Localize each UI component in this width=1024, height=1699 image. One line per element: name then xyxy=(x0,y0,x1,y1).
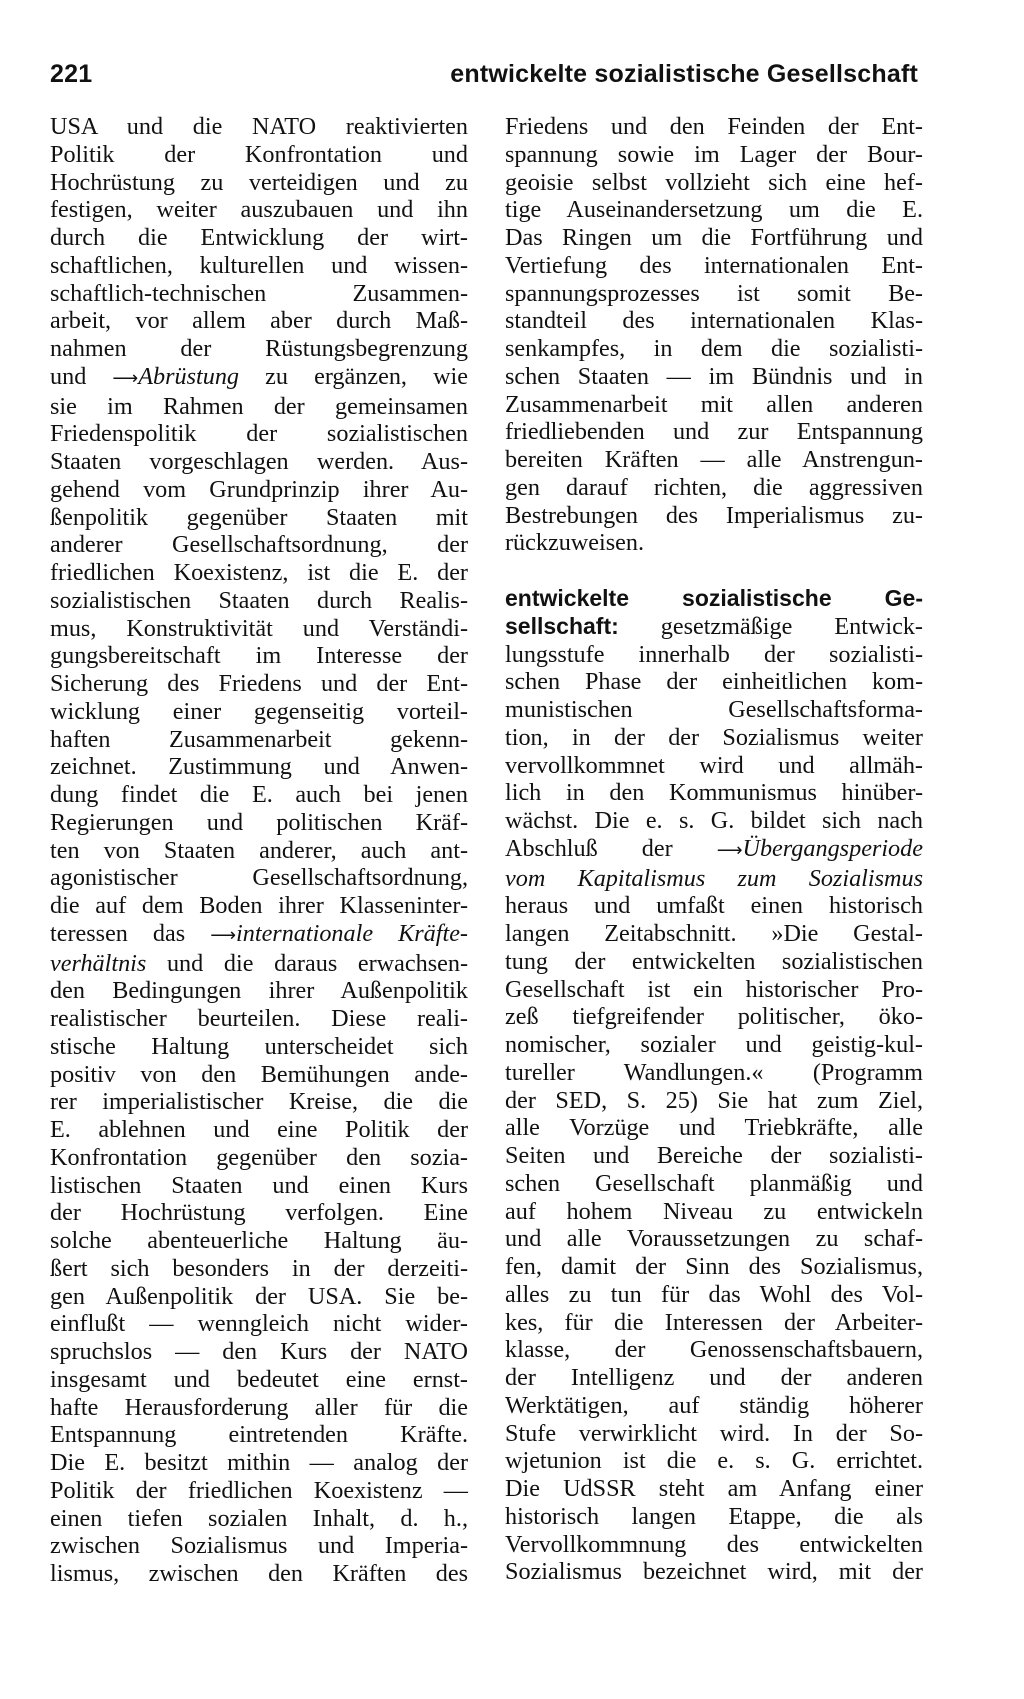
text-line xyxy=(50,1394,468,1422)
text-line xyxy=(50,1255,468,1283)
text-line xyxy=(50,1421,468,1449)
text-segment: Bestrebungen des Imperialismus zu- xyxy=(505,501,923,529)
text-line xyxy=(505,779,923,807)
text-segment: spannung sowie im Lager der Bour- xyxy=(505,140,923,168)
text-line xyxy=(50,1033,468,1061)
text-segment: fen, damit der Sinn des Sozialismus, xyxy=(505,1253,923,1280)
text-segment: den Bedingungen ihrer Außenpolitik xyxy=(50,977,468,1005)
text-segment: schen Gesellschaft planmäßig und xyxy=(505,1169,923,1197)
text-segment: Friedenspolitik der sozialistischen xyxy=(50,420,468,448)
text-line xyxy=(505,835,923,865)
text-segment: anderer Gesellschaftsordnung, der xyxy=(50,531,468,559)
text-line xyxy=(50,615,468,643)
text-line xyxy=(50,559,468,587)
text-segment: Gesellschaft ist ein historischer Pro- xyxy=(505,975,923,1003)
text-segment: Konfrontation gegenüber den sozia- xyxy=(50,1143,468,1171)
text-line xyxy=(50,698,468,726)
text-segment: sozialistischen Staaten durch Realis- xyxy=(50,586,468,614)
text-line xyxy=(50,252,468,280)
text-segment: wjetunion ist die e. s. G. errichtet. xyxy=(505,1447,923,1475)
cross-reference-arrow-icon[interactable]: ⟶ xyxy=(210,924,237,946)
text-line xyxy=(50,280,468,308)
entry-body xyxy=(505,641,923,1587)
cross-reference-term[interactable]: internationale Kräfte- xyxy=(236,919,468,947)
text-segment: solche abenteuerliche Haltung äu- xyxy=(50,1227,468,1254)
text-line xyxy=(505,613,923,641)
text-line xyxy=(50,977,468,1005)
text-segment: rer imperialistischer Kreise, die die xyxy=(50,1088,468,1116)
text-line xyxy=(505,1309,923,1337)
text-segment: tung der entwickelten sozialistischen xyxy=(505,947,923,975)
text-line xyxy=(50,531,468,559)
text-line xyxy=(505,1031,923,1059)
text-segment: agonistischer Gesellschaftsordnung, xyxy=(50,864,468,892)
text-segment: friedlichen Koexistenz, ist die E. der xyxy=(50,559,468,586)
text-segment: wicklung einer gegenseitig vorteil- xyxy=(50,697,468,725)
text-line xyxy=(505,892,923,920)
text-line xyxy=(505,1531,923,1559)
text-segment: Regierungen und politischen Kräf- xyxy=(50,808,468,836)
text-segment: Werktätigen, auf ständig höherer xyxy=(505,1391,923,1419)
text-segment: zwischen Sozialismus und Imperia- xyxy=(50,1532,468,1560)
text-segment: spruchslos — den Kurs der NATO xyxy=(50,1338,468,1365)
text-segment: Die UdSSR steht am Anfang einer xyxy=(505,1475,923,1502)
text-segment: und xyxy=(50,362,113,390)
text-line xyxy=(50,1061,468,1089)
text-segment: zu ergänzen, wie xyxy=(239,362,469,390)
text-line xyxy=(505,1198,923,1226)
page-header xyxy=(50,60,918,89)
text-segment: gen Außenpolitik der USA. Sie be- xyxy=(50,1282,468,1310)
text-segment: Friedens und den Feinden der Ent- xyxy=(505,113,923,140)
cross-reference-term[interactable]: vom Kapitalismus zum Sozialismus xyxy=(505,864,923,892)
text-segment: schen Phase der einheitlichen kom- xyxy=(505,668,923,696)
text-segment: munistischen Gesellschaftsforma- xyxy=(505,696,923,723)
text-line xyxy=(505,363,923,391)
text-segment: schen Staaten — im Bündnis und in xyxy=(505,362,923,390)
text-line xyxy=(50,1172,468,1200)
text-line xyxy=(50,393,468,421)
text-segment: arbeit, vor allem aber durch Maß- xyxy=(50,307,468,335)
text-line xyxy=(50,587,468,615)
text-line xyxy=(505,169,923,197)
text-segment: standteil des internationalen Klas- xyxy=(505,307,923,335)
cross-reference-term[interactable]: Abrüstung xyxy=(138,362,240,390)
text-line xyxy=(505,1281,923,1309)
text-segment: ßert sich besonders in der derzeiti- xyxy=(50,1254,468,1282)
text-segment: Vertiefung des internationalen Ent- xyxy=(505,251,923,279)
text-line xyxy=(505,696,923,724)
text-line xyxy=(50,1116,468,1144)
text-line xyxy=(505,920,923,948)
text-line xyxy=(50,1227,468,1255)
text-line xyxy=(50,1088,468,1116)
text-line xyxy=(505,807,923,835)
text-line xyxy=(505,1114,923,1142)
text-line xyxy=(505,335,923,363)
text-line xyxy=(505,641,923,669)
text-segment: Seiten und Bereiche der sozialisti- xyxy=(505,1142,923,1169)
text-segment: der SED, S. 25) Sie hat zum Ziel, xyxy=(505,1086,923,1114)
text-segment: und die daraus erwachsen- xyxy=(146,949,468,977)
text-line xyxy=(50,1532,468,1560)
entry-heading xyxy=(505,585,923,641)
text-line xyxy=(50,448,468,476)
text-line xyxy=(50,224,468,252)
text-segment: Stufe verwirklicht wird. In der So- xyxy=(505,1419,923,1447)
text-segment: schaftlich-technischen Zusammen- xyxy=(50,279,468,307)
text-line xyxy=(50,113,468,141)
text-line xyxy=(505,113,923,141)
text-line xyxy=(505,307,923,335)
text-segment: haften Zusammenarbeit gekenn- xyxy=(50,725,468,753)
text-segment: alles zu tun für das Wohl des Vol- xyxy=(505,1280,923,1308)
text-line xyxy=(50,335,468,363)
text-segment: die auf dem Boden ihrer Klasseninter- xyxy=(50,892,468,919)
text-segment: heraus und umfaßt einen historisch xyxy=(505,892,923,920)
cross-reference-term[interactable]: Übergangsperiode xyxy=(742,834,923,862)
text-segment: hafte Herausforderung aller für die xyxy=(50,1393,468,1421)
text-line xyxy=(50,920,468,950)
text-segment: Politik der Konfrontation und xyxy=(50,140,468,168)
text-line xyxy=(505,418,923,446)
text-line xyxy=(50,476,468,504)
text-line xyxy=(505,196,923,224)
text-segment: Staaten vorgeschlagen werden. Aus- xyxy=(50,448,468,475)
text-line xyxy=(505,1392,923,1420)
cross-reference-arrow-icon[interactable]: ⟶ xyxy=(112,367,139,389)
entry-definition-start: gesetzmäßige Entwick- xyxy=(618,612,923,640)
text-line xyxy=(505,1059,923,1087)
text-line xyxy=(50,1144,468,1172)
text-segment: Hochrüstung zu verteidigen und zu xyxy=(50,168,468,196)
text-line xyxy=(50,781,468,809)
text-line xyxy=(50,1199,468,1227)
text-line xyxy=(50,1310,468,1338)
text-line xyxy=(505,1447,923,1475)
cross-reference-term[interactable]: verhältnis xyxy=(50,949,147,977)
text-segment: rückzuweisen. xyxy=(505,529,645,557)
text-line xyxy=(50,1338,468,1366)
text-line xyxy=(505,224,923,252)
text-segment: vervollkommnet wird und allmäh- xyxy=(505,751,923,779)
text-line xyxy=(50,670,468,698)
text-segment: tion, in der der Sozialismus weiter xyxy=(505,723,923,751)
text-line xyxy=(50,837,468,865)
text-segment: stische Haltung unterscheidet sich xyxy=(50,1032,468,1060)
text-segment: lismus, zwischen den Kräften des xyxy=(50,1560,468,1587)
right-column-continuation xyxy=(505,113,923,557)
text-line xyxy=(505,668,923,696)
text-line xyxy=(50,753,468,781)
text-line xyxy=(50,1560,468,1588)
text-segment: Politik der friedlichen Koexistenz — xyxy=(50,1476,468,1504)
text-segment: E. ablehnen und eine Politik der xyxy=(50,1116,468,1143)
text-segment: Entspannung eintretenden Kräfte. xyxy=(50,1421,468,1449)
text-line xyxy=(50,420,468,448)
text-line xyxy=(505,1142,923,1170)
text-segment: Abschluß der xyxy=(505,834,717,862)
text-line xyxy=(505,529,923,557)
text-segment: Das Ringen um die Fortführung und xyxy=(505,224,923,251)
text-segment: Sozialismus bezeichnet wird, mit der xyxy=(505,1558,923,1586)
text-segment: nahmen der Rüstungsbegrenzung xyxy=(50,335,468,362)
text-line xyxy=(505,724,923,752)
text-segment: festigen, weiter auszubauen und ihn xyxy=(50,196,468,224)
text-segment: ten von Staaten anderer, auch ant- xyxy=(50,836,468,864)
text-segment: gehend vom Grundprinzip ihrer Au- xyxy=(50,475,468,503)
text-line xyxy=(505,446,923,474)
text-line xyxy=(505,1558,923,1586)
text-line xyxy=(505,948,923,976)
text-segment: Zusammenarbeit mit allen anderen xyxy=(505,390,923,418)
text-segment: senkampfes, in dem die sozialisti- xyxy=(505,335,923,362)
text-segment: spannungsprozesses ist somit Be- xyxy=(505,279,923,307)
page-number: 221 xyxy=(50,60,93,88)
text-segment: bereiten Kräften — alle Anstrengun- xyxy=(505,446,923,473)
text-segment: friedliebenden und zur Entspannung xyxy=(505,418,923,446)
text-line xyxy=(505,865,923,893)
left-column xyxy=(50,113,468,1588)
text-segment: mus, Konstruktivität und Verständi- xyxy=(50,614,468,642)
text-line xyxy=(505,1253,923,1281)
text-segment: der Hochrüstung verfolgen. Eine xyxy=(50,1199,468,1227)
text-line xyxy=(50,892,468,920)
text-segment: historisch langen Etappe, die als xyxy=(505,1502,923,1530)
text-segment: Sicherung des Friedens und der Ent- xyxy=(50,670,468,697)
text-line xyxy=(50,1366,468,1394)
text-segment: gen darauf richten, die aggressiven xyxy=(505,473,923,501)
text-segment: einen tiefen sozialen Inhalt, d. h., xyxy=(50,1504,468,1532)
text-segment: realistischer beurteilen. Diese reali- xyxy=(50,1005,468,1032)
text-segment: einflußt — wenngleich nicht wider- xyxy=(50,1310,468,1338)
text-line xyxy=(50,1449,468,1477)
text-segment: und alle Voraussetzungen zu schaf- xyxy=(505,1225,923,1253)
text-line xyxy=(50,809,468,837)
text-line xyxy=(50,504,468,532)
text-line xyxy=(505,1475,923,1503)
text-line xyxy=(50,196,468,224)
text-segment: auf hohem Niveau zu entwickeln xyxy=(505,1197,923,1225)
text-segment: gungsbereitschaft im Interesse der xyxy=(50,642,468,670)
cross-reference-arrow-icon[interactable]: ⟶ xyxy=(716,839,743,861)
text-line xyxy=(50,726,468,754)
text-line xyxy=(505,1420,923,1448)
running-title: entwickelte sozialistische Gesellschaft xyxy=(450,60,918,88)
text-segment: Die E. besitzt mithin — analog der xyxy=(50,1449,468,1476)
text-line xyxy=(50,864,468,892)
text-segment: kes, für die Interessen der Arbeiter- xyxy=(505,1308,923,1336)
text-segment: ßenpolitik gegenüber Staaten mit xyxy=(50,503,468,531)
text-segment: lungsstufe innerhalb der sozialisti- xyxy=(505,640,923,668)
text-line xyxy=(505,141,923,169)
text-line xyxy=(505,1087,923,1115)
text-line xyxy=(505,752,923,780)
text-segment: schaftlichen, kulturellen und wissen- xyxy=(50,251,468,279)
text-segment: tige Auseinandersetzung um die E. xyxy=(505,196,923,224)
text-line xyxy=(50,1005,468,1033)
text-segment: sie im Rahmen der gemeinsamen xyxy=(50,392,468,420)
text-line xyxy=(505,391,923,419)
text-line xyxy=(505,1170,923,1198)
text-line xyxy=(50,307,468,335)
text-line xyxy=(50,363,468,393)
text-segment: zeichnet. Zustimmung und Anwen- xyxy=(50,753,468,781)
text-segment: listischen Staaten und einen Kurs xyxy=(50,1171,468,1199)
text-segment: insgesamt und bedeutet eine ernst- xyxy=(50,1365,468,1393)
text-line xyxy=(50,642,468,670)
text-segment: langen Zeitabschnitt. »Die Gestal- xyxy=(505,920,923,947)
text-segment: geoisie selbst vollzieht sich eine hef- xyxy=(505,168,923,196)
entry-spacer xyxy=(505,557,923,585)
text-line xyxy=(505,585,923,613)
text-segment: Vervollkommnung des entwickelten xyxy=(505,1530,923,1558)
text-segment: teressen das xyxy=(50,919,211,947)
text-segment: durch die Entwicklung der wirt- xyxy=(50,224,468,251)
text-segment: zeß tiefgreifender politischer, öko- xyxy=(505,1003,923,1031)
text-segment: positiv von den Bemühungen ande- xyxy=(50,1060,468,1088)
text-line xyxy=(505,474,923,502)
text-line xyxy=(50,1477,468,1505)
text-segment: wächst. Die e. s. G. bildet sich nach xyxy=(505,807,923,834)
text-segment: alle Vorzüge und Triebkräfte, alle xyxy=(505,1114,923,1142)
text-line xyxy=(505,280,923,308)
entry-keyword: sellschaft: xyxy=(505,612,619,639)
entry-keyword: entwickelte sozialistische Ge- xyxy=(505,585,923,611)
text-segment: tureller Wandlungen.« (Programm xyxy=(505,1058,923,1086)
text-line xyxy=(505,1503,923,1531)
text-segment: USA und die NATO reaktivierten xyxy=(50,113,468,140)
text-line xyxy=(50,1283,468,1311)
text-segment: der Intelligenz und der anderen xyxy=(505,1364,923,1391)
text-segment: nomischer, sozialer und geistig-kul- xyxy=(505,1031,923,1058)
text-line xyxy=(505,1336,923,1364)
text-line xyxy=(505,976,923,1004)
text-line xyxy=(505,502,923,530)
right-column xyxy=(505,113,923,1586)
text-line xyxy=(505,1003,923,1031)
text-line xyxy=(50,141,468,169)
text-line xyxy=(50,169,468,197)
text-line xyxy=(50,1505,468,1533)
text-line xyxy=(50,950,468,978)
text-segment: lich in den Kommunismus hinüber- xyxy=(505,779,923,807)
text-segment: klasse, der Genossenschaftsbauern, xyxy=(505,1336,923,1364)
text-segment: dung findet die E. auch bei jenen xyxy=(50,781,468,808)
text-line xyxy=(505,1225,923,1253)
text-line xyxy=(505,1364,923,1392)
text-line xyxy=(505,252,923,280)
